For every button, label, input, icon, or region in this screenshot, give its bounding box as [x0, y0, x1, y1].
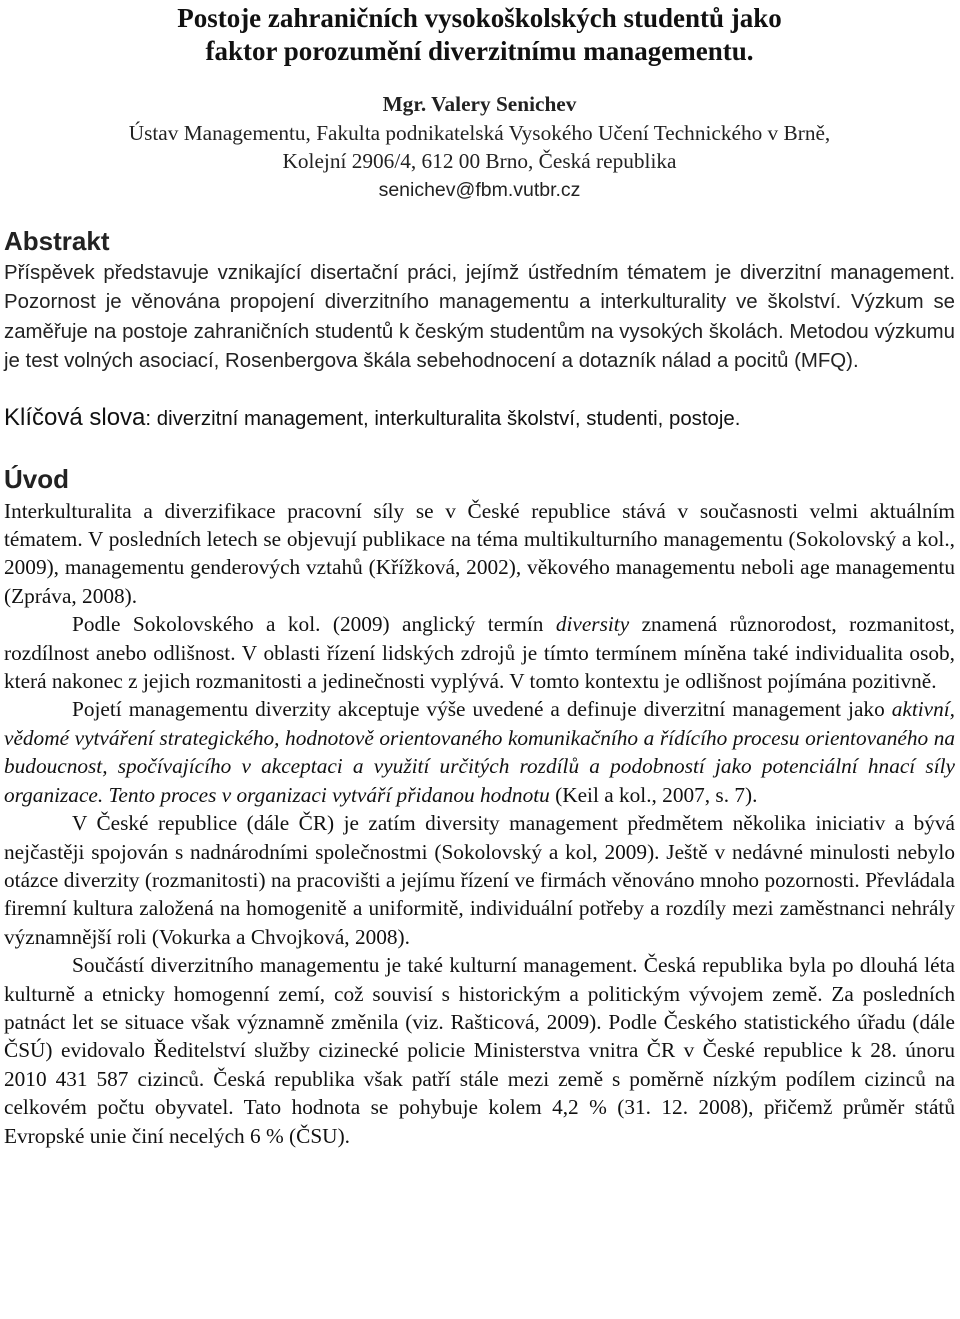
abstract-text: Příspěvek představuje vznikající disertační práci, jejímž ústředním tématem je diverzitní management. Pozornost je věnována propojení diverzitního managementu a interkulturality ve školství. Výzkum se zaměřuje na postoje zahraničních studentů k českým studentům na vysokých školách. Metodou výzkumu je test volných asociací, Rosenbergova škála sebehodnocení a dotazník nálad a pocitů (MFQ).	[4, 262, 955, 373]
author-name: Mgr. Valery Senichev	[382, 92, 577, 116]
keywords-section	[4, 403, 955, 436]
intro-paragraph-4: V České republice (dále ČR) je zatím diversity management předmětem několika iniciativ a bývá nejčastěji spojován s nadnárodními společnostmi (Sokolovský a kol, 2009). Ještě v nedávné minulosti nebylo otázce diverzity (rozmanitosti) na pracovišti a jejímu řízení ve firmách věnováno mnoho pozornosti. Převládala firemní kultura založená na homogenitě a uniformitě, individuální potřeby a rozdíly mezi zaměstnanci nehrály významnější roli (Vokurka a Chvojková, 2008).	[4, 811, 955, 949]
intro-p3-start: Pojetí managementu diverzity akceptuje výše uvedené a definuje diverzitní management jako	[72, 697, 892, 722]
intro-p2-end: znamená různorodost, rozmanitost, rozdílnost anebo odlišnost. V oblasti řízení lidských zdrojů je tímto termínem míněna také individualita osob, která nakonec z jejich rozmanitosti a jedinečnosti vyplývá. V tomto kontextu je odlišnost pojímána pozitivně.	[4, 612, 956, 694]
document-page	[4, 0, 955, 1150]
paper-title	[4, 2, 955, 68]
abstract-heading: Abstrakt	[4, 226, 110, 256]
author-affiliation: Ústav Managementu, Fakulta podnikatelská Vysokého Učení Technického v Brně,	[128, 120, 831, 145]
title-line-1: Postoje zahraničních vysokoškolských studentů jako	[177, 3, 782, 33]
title-line-2: faktor porozumění diverzitnímu managementu.	[205, 36, 754, 66]
intro-paragraph-5: Součástí diverzitního managementu je také kulturní management. Česká republika byla po dlouhá léta kulturně a etnicky homogenní zemí, což souvisí s historickým a politickým vývojem země. Za posledních patnáct let se situace však významně změnila (viz. Rašticová, 2009). Podle Českého statistického úřadu (dále ČSÚ) evidovalo Ředitelství služby cizinecké policie Ministerstva vnitra ČR v České republice k 28. únoru 2010 431 587 cizinců. Česká republika však patří stále mezi země s poměrně nízkým podílem cizinců na celkovém počtu obyvatel. Tato hodnota se pohybuje kolem 4,2 % (31. 12. 2008), přičemž průměr států Evropské unie činí necelých 6 % (ČSU).	[4, 953, 955, 1148]
author-address: Kolejní 2906/4, 612 00 Brno, Česká republika	[282, 149, 677, 173]
intro-section	[4, 464, 955, 1150]
intro-p2-term: diversity	[555, 612, 630, 637]
author-email: senichev@fbm.vutbr.cz	[378, 178, 581, 201]
abstract-section	[4, 226, 955, 377]
intro-paragraph-1: Interkulturalita a diverzifikace pracovní síly se v České republice stává v současnosti velmi aktuálním tématem. V posledních letech se objevují publikace na téma multikulturního managementu (Sokolovský a kol., 2009), managementu genderových vztahů (Křížková, 2002), věkového managementu neboli age managementu (Zpráva, 2008).	[4, 498, 955, 608]
keywords-label: Klíčová slova	[4, 403, 146, 431]
intro-paragraph-2	[4, 610, 955, 695]
intro-heading: Úvod	[4, 463, 69, 494]
intro-p2-start: Podle Sokolovského a kol. (2009) anglický termín	[72, 612, 556, 637]
author-block	[4, 90, 955, 204]
intro-p3-quote: aktivní, vědomé vytváření strategického, hodnotově orientovaného komunikačního a řídícího procesu orientovaného na budoucnost, spočívajícího v akceptaci a využití určitých rozdílů a podobností jako potenciální hnací síly organizace. Tento proces v organizaci vytváří přidanou hodnotu	[4, 697, 955, 807]
keywords-text: : diverzitní management, interkulturalita školství, studenti, postoje.	[145, 407, 741, 430]
intro-paragraph-3	[4, 695, 955, 809]
intro-p3-citation: (Keil a kol., 2007, s. 7).	[549, 782, 758, 807]
